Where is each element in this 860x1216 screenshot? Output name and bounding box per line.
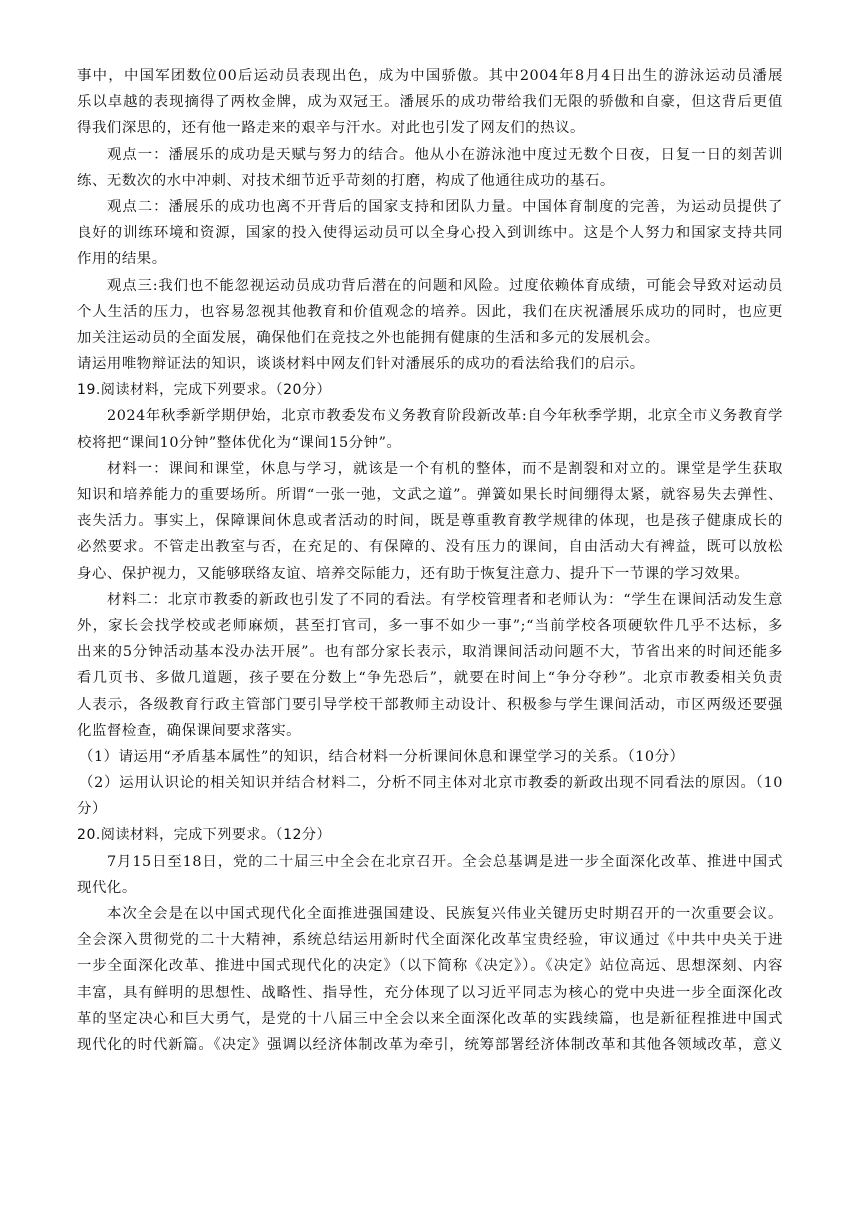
text-line: 革的坚定决心和巨大勇气，是党的十八届三中全会以来全面深化改革的实践续篇，也是新征程推进中国式 [77, 1010, 783, 1027]
text-line: 丧失活力。事实上，保障课间休息或者活动的时间，既是尊重教育教学规律的体现，也是孩子健康成长的 [77, 513, 783, 530]
question-19-material-two [77, 587, 783, 744]
question-19-sub-2 [77, 770, 783, 822]
text-line: 知识和培养能力的重要场所。所谓“一张一弛，文武之道”。弹簧如果长时间绷得太紧，就容易失去弹性、 [77, 487, 783, 503]
question-19-sub-1: （1）请运用“矛盾基本属性”的知识，结合材料一分析课间休息和课堂学习的关系。（10分） [79, 748, 685, 765]
text-line: 丰富，具有鲜明的思想性、战略性、指导性，充分体现了以习近平同志为核心的党中央进一步全面深化改 [77, 984, 783, 1001]
text-line: 材料二：北京市教委的新政也引发了不同的看法。有学校管理者和老师认为：“学生在课间活动发生意 [107, 591, 783, 608]
text-line: 化监督检查，确保课间要求落实。 [77, 722, 302, 739]
text-line: 一步全面深化改革、推进中国式现代化的决定》（以下简称《决定》）。《决定》站位高远、思想深刻、内容 [77, 958, 783, 975]
text-line: 看几页书、多做几道题，孩子要在分数上“争先恐后”，就要在时间上“争分夺秒”。北京市教委相关负责 [77, 670, 783, 687]
text-line: 必然要求。不管走出教室与否，在充足的、有保障的、没有压力的课间，自由活动大有裨益，既可以放松 [77, 539, 783, 556]
text-line: 7月15日至18日，党的二十届三中全会在北京召开。全会总基调是进一步全面深化改革、推进中国式 [107, 853, 783, 870]
text-line: 观点二：潘展乐的成功也离不开背后的国家支持和团队力量。中国体育制度的完善，为运动员提供了 [107, 198, 783, 215]
question-20-heading: 20.阅读材料，完成下列要求。（12分） [77, 827, 332, 844]
exam-page [77, 63, 783, 1058]
intro-paragraph [77, 63, 783, 142]
text-line: 得我们深思的，还有他一路走来的艰辛与汗水。对此也引发了网友们的热议。 [77, 120, 585, 137]
text-line: 出来的5分钟活动基本没办法开展”。也有部分家长表示，取消课间活动问题不大，节省出来的时间还能多 [77, 644, 783, 661]
viewpoint-three [77, 273, 783, 352]
text-line: 校将把“课间10分钟”整体优化为“课间15分钟”。 [77, 434, 402, 451]
text-line: 加关注运动员的全面发展，确保他们在竞技之外也能拥有健康的生活和多元的发展机会。 [77, 329, 660, 346]
text-line: 现代化。 [77, 879, 137, 896]
text-line: 观点一：潘展乐的成功是天赋与努力的结合。他从小在游泳池中度过无数个日夜，日复一日的刻苦训 [107, 146, 783, 163]
text-line: 练、无数次的水中冲刺、对技术细节近乎苛刻的打磨，构成了他通往成功的基石。 [77, 172, 615, 189]
text-line: 个人生活的压力，也容易忽视其他教育和价值观念的培养。因此，我们在庆祝潘展乐成功的同时，也应更 [77, 303, 783, 320]
text-line: 身心、保护视力，又能够联络友谊、培养交际能力，还有助于恢复注意力、提升下一节课的学习效果。 [77, 565, 750, 582]
text-line: 良好的训练环境和资源，国家的投入使得运动员可以全身心投入到训练中。这是个人努力和国家支持共同 [77, 225, 783, 242]
viewpoint-two [77, 194, 783, 273]
text-line: 材料一：课间和课堂，休息与学习，就该是一个有机的整体，而不是割裂和对立的。课堂是学生获取 [107, 460, 783, 477]
question-19-material-one [77, 456, 783, 587]
question-20-body [77, 901, 783, 1058]
text-line: 全会深入贯彻党的二十大精神，系统总结运用新时代全面深化改革宝贵经验，审议通过《中共中央关于进 [77, 932, 783, 949]
text-line: 乐以卓越的表现摘得了两枚金牌，成为双冠王。潘展乐的成功带给我们无限的骄傲和自豪，但这背后更值 [77, 94, 783, 111]
question-18-prompt: 请运用唯物辩证法的知识，谈谈材料中网友们针对潘展乐的成功的看法给我们的启示。 [77, 356, 645, 373]
text-line: 分） [77, 801, 107, 818]
question-20-intro [77, 849, 783, 901]
text-line: 事中，中国军团数位00后运动员表现出色，成为中国骄傲。其中2004年8月4日出生的游泳运动员潘展 [77, 68, 783, 84]
text-line: 2024年秋季新学期伊始，北京市教委发布义务教育阶段新改革:自今年秋季学期，北京全市义务教育学 [107, 408, 783, 425]
text-line: 人表示，各级教育行政主管部门要引导学校干部教师主动设计、积极参与学生课间活动，市区两级还要强 [77, 696, 783, 713]
question-19-intro [77, 403, 783, 455]
text-line: 观点三:我们也不能忽视运动员成功背后潜在的问题和风险。过度依赖体育成绩，可能会导致对运动员 [107, 277, 783, 294]
viewpoint-one [77, 142, 783, 194]
text-line: 现代化的时代新篇。《决定》强调以经济体制改革为牵引，统筹部署经济体制改革和其他各领域改革，意义 [77, 1036, 783, 1053]
question-19-heading: 19.阅读材料，完成下列要求。（20分） [77, 382, 332, 399]
text-line: 外，家长会找学校或老师麻烦，甚至打官司，多一事不如少一事”;“当前学校各项硬软件几乎不达标，多 [77, 617, 783, 634]
text-line: 作用的结果。 [77, 251, 167, 268]
text-line: 本次全会是在以中国式现代化全面推进强国建设、民族复兴伟业关键历史时期召开的一次重要会议。 [107, 906, 783, 922]
text-line: （2）运用认识论的相关知识并结合材料二，分析不同主体对北京市教委的新政出现不同看法的原因。（10 [79, 775, 783, 792]
